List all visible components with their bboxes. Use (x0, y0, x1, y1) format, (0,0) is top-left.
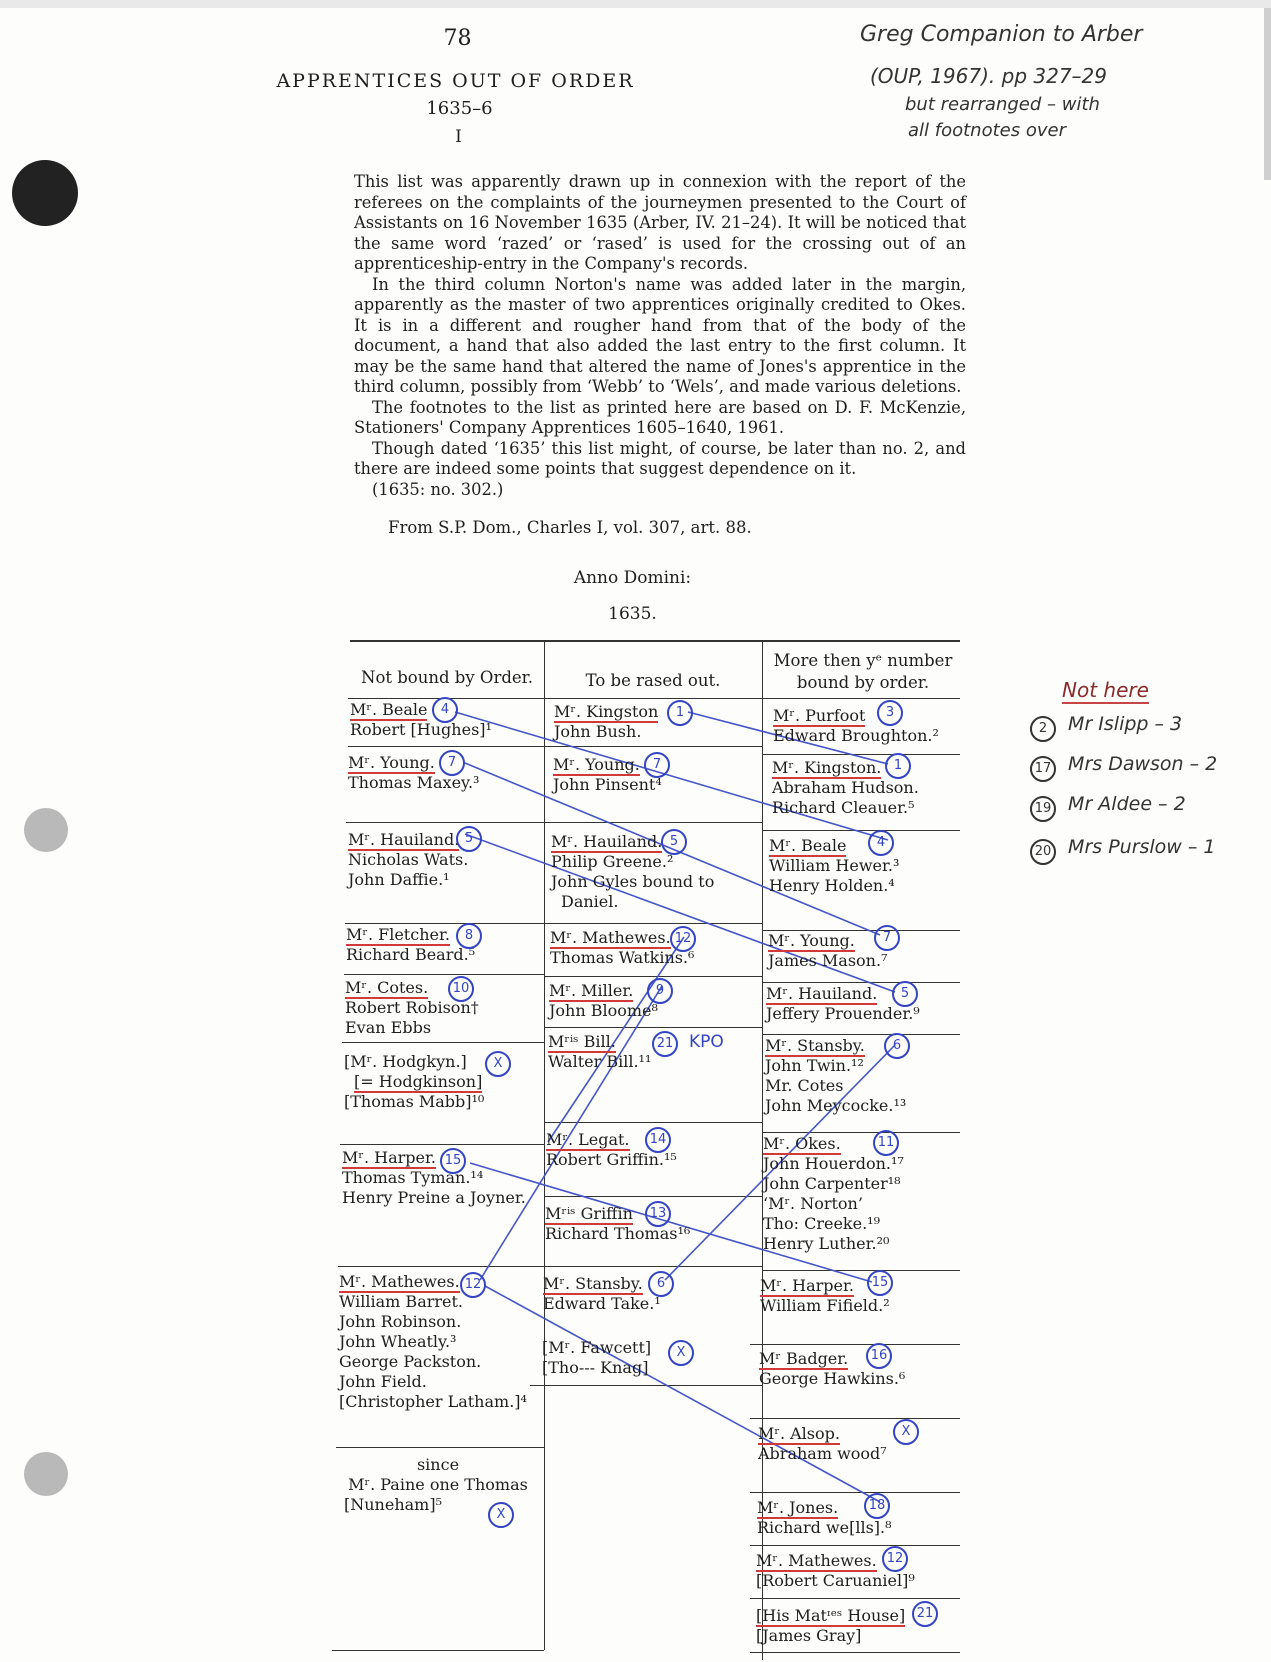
circled-number: 18 (864, 1493, 890, 1519)
kpo-note: KPO (689, 1032, 724, 1052)
master-name: Mʳ. Paine one Thomas (348, 1475, 528, 1494)
source-citation: From S.P. Dom., Charles I, vol. 307, art. 88. (388, 518, 752, 537)
master-name: Mʳ. Young. (553, 755, 640, 774)
master-name: Mʳ. Harper. (760, 1276, 854, 1295)
entry-col1 (342, 1148, 526, 1208)
circled-number: 13 (645, 1201, 671, 1227)
circled-number: 5 (892, 981, 918, 1007)
side-note-heading: Not here (1062, 678, 1149, 702)
apprentice-name: Edward Broughton.² (773, 726, 939, 745)
apprentice-name: John Houerdon.¹⁷ (763, 1154, 904, 1173)
apprentice-name: William Barret. (339, 1292, 464, 1311)
apprentice-name: John Gyles bound to (551, 872, 715, 891)
apprentice-name: James Mason.⁷ (768, 951, 888, 970)
master-name: Mʳ. Mathewes. (339, 1272, 460, 1291)
side-note-text: Mr Islipp – 3 (1068, 713, 1183, 735)
apprentice-name: Thomas Watkins.⁶ (550, 948, 695, 967)
connector-line (485, 1286, 880, 1502)
apprentice-name: Abraham Hudson. (772, 778, 919, 797)
apprentice-name: Evan Ebbs (345, 1018, 432, 1037)
note-since: since (416, 1455, 460, 1474)
apprentice-name: Richard Thomas¹⁶ (545, 1224, 691, 1243)
master-name: Mʳ. Harper. (342, 1148, 436, 1167)
apprentice-name: Henry Holden.⁴ (769, 876, 895, 895)
master-name-alt: Mr. Cotes (765, 1076, 844, 1095)
apprentice-name: Daniel. (561, 892, 619, 911)
anno-year: 1635. (608, 604, 657, 624)
side-note-text: Mr Aldee – 2 (1068, 793, 1186, 815)
entry-col2 (548, 1032, 651, 1072)
apprentice-name: Robert Robison† (345, 998, 479, 1017)
years: 1635–6 (426, 98, 493, 119)
entry-col2 (542, 1338, 651, 1378)
apprentice-name: Thomas Tyman.¹⁴ (342, 1168, 484, 1187)
circled-number: 12 (882, 1546, 908, 1572)
master-name: Mʳ. Legat. (546, 1130, 630, 1149)
column-header-3b: bound by order. (796, 673, 930, 692)
master-name: Mʳ. Stansby. (765, 1036, 865, 1055)
apprentice-name: William Hewer.³ (769, 856, 900, 875)
circled-number: 1 (667, 700, 693, 726)
circled-number: 12 (460, 1272, 486, 1298)
apprentice-name: John Daffie.¹ (348, 870, 450, 889)
circled-number: 21 (652, 1031, 678, 1057)
circled-number: 10 (448, 976, 474, 1002)
apprentice-name: [Thomas Mabb]¹⁰ (344, 1092, 485, 1111)
circled-number: 17 (1030, 756, 1056, 782)
circled-number: 7 (439, 750, 465, 776)
apprentice-name: Thomas Maxey.³ (348, 773, 480, 792)
handwritten-note-line: Greg Companion to Arber (860, 22, 1143, 47)
master-name: Mʳ. Cotes. (345, 978, 429, 997)
circled-number: 4 (432, 697, 458, 723)
circled-number: 7 (874, 925, 900, 951)
master-name: [Mʳ. Fawcett] (542, 1338, 652, 1357)
scan-edge-mark (1264, 0, 1271, 180)
apprentice-name: [Robert Caruaniel]⁹ (756, 1571, 915, 1590)
master-name: Mʳ. Kingston (554, 702, 659, 721)
entry-col3 (756, 1606, 905, 1646)
apprentice-name: Walter Bill.¹¹ (548, 1052, 652, 1071)
apprentice-name: John Meycocke.¹³ (765, 1096, 907, 1115)
anno-domini: Anno Domini: (573, 568, 692, 588)
apprentice-name: John Robinson. (339, 1312, 462, 1331)
master-name: Mʳ. Alsop. (758, 1424, 840, 1443)
master-name: [His Matᶦᵉˢ House] (756, 1606, 906, 1625)
apprentice-name: Nicholas Wats. (348, 850, 469, 869)
side-note-item (1030, 753, 1217, 780)
apprentice-name: John Carpenter¹⁸ (763, 1174, 901, 1193)
circled-number: 21 (912, 1601, 938, 1627)
handwritten-note-line: but rearranged – with (905, 94, 1100, 115)
master-name: Mʳ. Young. (348, 753, 435, 772)
intro-paragraph: The footnotes to the list as printed here are based on D. F. McKenzie, Stationers' Company Apprentices 1605–1640, 1961. (354, 397, 966, 437)
column-header-1: Not bound by Order. (361, 668, 533, 687)
master-name: Mʳ. Hauiland. (766, 984, 878, 1003)
apprentice-name: John Pinsent⁴ (553, 775, 662, 794)
circled-number: X (893, 1419, 919, 1445)
side-note-text: Mrs Dawson – 2 (1068, 753, 1218, 775)
circled-number: 11 (873, 1130, 899, 1156)
entry-col3 (768, 931, 887, 971)
apprentice-name: Jeffery Prouender.⁹ (766, 1004, 920, 1023)
circled-number: 3 (877, 700, 903, 726)
section-number: I (455, 127, 462, 147)
master-name: Mʳ. Hauiland. (551, 832, 663, 851)
apprentice-name: John Wheatly.³ (339, 1332, 457, 1351)
apprentice-name: John Bloome⁸ (549, 1001, 658, 1020)
apprentice-name: Robert [Hughes]¹ (350, 720, 492, 739)
entry-col3 (773, 706, 939, 746)
circled-number: 16 (866, 1343, 892, 1369)
master-name: Mʳ Badger. (759, 1349, 849, 1368)
circled-number: X (668, 1340, 694, 1366)
apprentice-name: [Tho--- Knag] (542, 1358, 649, 1377)
intro-paragraph: Though dated ‘1635’ this list might, of course, be later than no. 2, and there are indeed some points that suggest dependence on it. (354, 438, 966, 478)
handwritten-note-line: all footnotes over (908, 120, 1066, 141)
circled-number: 2 (1030, 716, 1056, 742)
master-name: Mʳⁱˢ Griffin (545, 1204, 633, 1223)
master-name: Mʳ. Mathewes. (550, 928, 671, 947)
circled-number: 15 (440, 1148, 466, 1174)
master-name: Mʳ. Beale (350, 700, 428, 719)
page-number: 78 (443, 26, 472, 51)
side-note-item (1030, 836, 1216, 863)
apprentice-name: William Fifield.² (760, 1296, 890, 1315)
apprentice-name: [James Gray] (756, 1626, 862, 1645)
apprentice-name: John Twin.¹² (765, 1056, 864, 1075)
entry-col1 (344, 1052, 484, 1112)
circled-number: 19 (1030, 796, 1056, 822)
circled-number: 9 (647, 978, 673, 1004)
intro-paragraph: This list was apparently drawn up in connexion with the report of the referees on the complaints of the journeymen presented to the Court of Assistants on 16 November 1635 (Arber, IV. 21–24). It will be noticed that the same word ‘razed’ or ‘rased’ is used for the crossing out of an apprenticeship-entry in the Company's records. (354, 172, 966, 273)
page-title: APPRENTICES OUT OF ORDER (276, 70, 635, 92)
handwritten-note-line: (OUP, 1967). pp 327–29 (870, 64, 1107, 88)
entry-col2 (554, 702, 658, 742)
scan-edge-mark (0, 0, 1271, 8)
intro-paragraph: (1635: no. 302.) (372, 479, 504, 499)
master-name: Mʳ. Beale (769, 836, 847, 855)
master-name: Mʳ. Fletcher. (346, 925, 450, 944)
apprentice-name: [Christopher Latham.]⁴ (339, 1392, 527, 1411)
master-name: Mʳ. Purfoot (773, 706, 866, 725)
entry-col2 (543, 1274, 661, 1314)
circled-number: 6 (648, 1271, 674, 1297)
apprentice-name: George Packston. (339, 1352, 482, 1371)
circled-number: 6 (884, 1033, 910, 1059)
apprentice-name: Tho: Creeke.¹⁹ (763, 1214, 880, 1233)
master-name: Mʳ. Mathewes. (756, 1551, 877, 1570)
master-name: Mʳ. Kingston. (772, 758, 882, 777)
apprentice-name: John Bush. (554, 722, 642, 741)
master-name: Mʳ. Hauiland. (348, 830, 460, 849)
side-note-text: Mrs Purslow – 1 (1068, 836, 1216, 858)
apprentice-name: Richard we[lls].⁸ (757, 1518, 892, 1537)
master-name: Mʳⁱˢ Bill. (548, 1032, 616, 1051)
master-name: Mʳ. Miller. (549, 981, 634, 1000)
master-name-alt: [= Hodgkinson] (354, 1072, 483, 1091)
circled-number: X (485, 1051, 511, 1077)
apprentice-name: Edward Take.¹ (543, 1294, 661, 1313)
master-name-alt: ‘Mʳ. Norton’ (763, 1194, 863, 1213)
apprentice-name: Henry Preine a Joyner. (342, 1188, 526, 1207)
entry-col2 (551, 832, 714, 912)
side-note-item (1030, 793, 1186, 820)
apprentice-name: George Hawkins.⁶ (759, 1369, 906, 1388)
intro-paragraph: In the third column Norton's name was added later in the margin, apparently as the master of two apprentices originally credited to Okes. It is in a different and rougher hand from that of the body of the document, a hand that also added the last entry to the first column. It may be the same hand that altered the name of Jones's apprentice in the third column, possibly from ‘Webb’ to ‘Wels’, and made various deletions. (354, 274, 966, 396)
circled-number: 4 (868, 830, 894, 856)
apprentice-name: Henry Luther.²⁰ (763, 1234, 890, 1253)
circled-number: 7 (644, 752, 670, 778)
entry-col1 (348, 830, 468, 890)
entry-col3 (758, 1424, 887, 1464)
master-name: Mʳ. Stansby. (543, 1274, 643, 1293)
circled-number: 14 (645, 1127, 671, 1153)
circled-number: 1 (885, 753, 911, 779)
master-name: Mʳ. Okes. (763, 1134, 841, 1153)
circled-number: 5 (456, 826, 482, 852)
master-name: Mʳ. Jones. (757, 1498, 839, 1517)
apprentice-name: Robert Griffin.¹⁵ (546, 1150, 677, 1169)
apprentice-name: Philip Greene.² (551, 852, 674, 871)
entry-col1 (339, 1272, 527, 1412)
circled-number: 8 (456, 923, 482, 949)
column-header-3a: More then yᵉ number (773, 651, 953, 670)
apprentice-name: [Nuneham]⁵ (344, 1495, 442, 1514)
entry-col1 (350, 700, 492, 740)
apprentice-name: Richard Cleauer.⁵ (772, 798, 915, 817)
master-name: [Mʳ. Hodgkyn.] (344, 1052, 467, 1071)
entry-col2 (549, 981, 658, 1021)
circled-number: 5 (661, 829, 687, 855)
master-name: Mʳ. Young. (768, 931, 855, 950)
apprentice-name: Abraham wood⁷ (758, 1444, 887, 1463)
side-note-item (1030, 713, 1182, 740)
circled-number: 12 (670, 926, 696, 952)
circled-number: 15 (867, 1270, 893, 1296)
column-header-2: To be rased out. (585, 671, 721, 690)
circled-number: X (488, 1502, 514, 1528)
apprentice-name: John Field. (339, 1372, 427, 1391)
apprentice-name: Richard Beard.⁵ (346, 945, 476, 964)
circled-number: 20 (1030, 839, 1056, 865)
